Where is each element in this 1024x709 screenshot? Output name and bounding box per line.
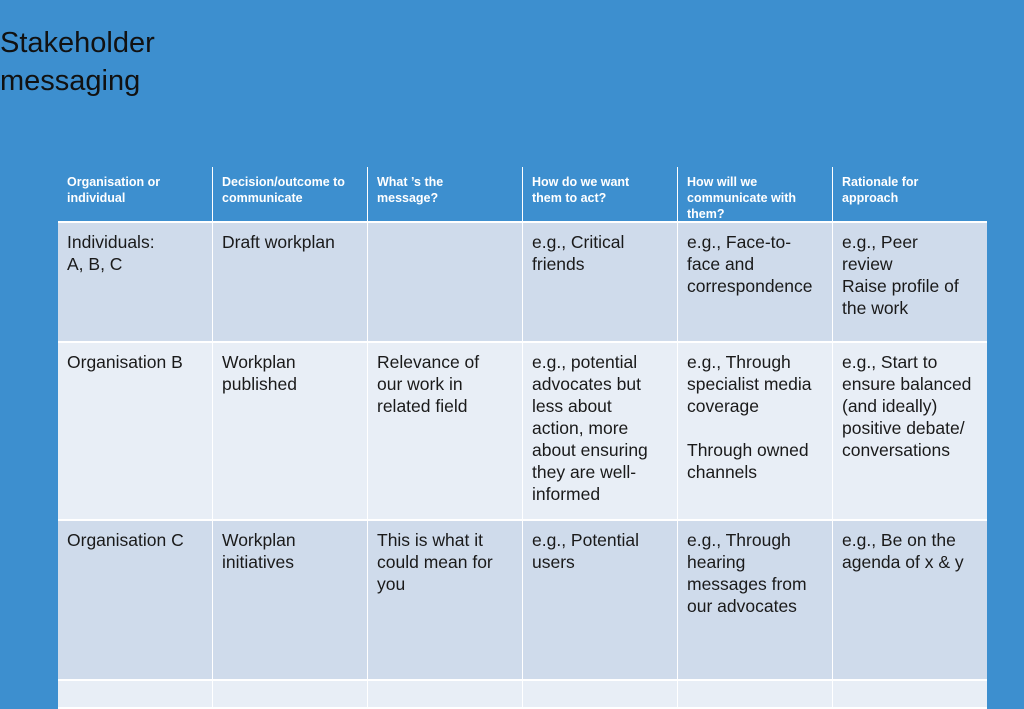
table-cell: e.g., Peer review Raise profile of the work	[833, 223, 987, 343]
table-cell: e.g., Potential users	[523, 521, 678, 681]
table-cell: Organisation C	[58, 521, 213, 681]
table-cell-empty	[678, 681, 833, 709]
table-cell: Workplan published	[213, 343, 368, 521]
table-cell: Organisation B	[58, 343, 213, 521]
table-cell: e.g., Through specialist media coverage Through owned channels	[678, 343, 833, 521]
header-cell-organisation: Organisation or individual	[58, 167, 213, 223]
table-cell-empty	[523, 681, 678, 709]
header-cell-decision: Decision/outcome to communicate	[213, 167, 368, 223]
header-cell-rationale: Rationale for approach	[833, 167, 987, 223]
table-cell: Individuals: A, B, C	[58, 223, 213, 343]
table-cell-empty	[213, 681, 368, 709]
table-cell-empty	[833, 681, 987, 709]
table-cell: e.g., potential advocates but less about action, more about ensuring they are well- informed	[523, 343, 678, 521]
table-cell: e.g., Through hearing messages from our advocates	[678, 521, 833, 681]
header-cell-message: What ’s the message?	[368, 167, 523, 223]
header-cell-communicate: How will we communicate with them?	[678, 167, 833, 223]
table-cell: e.g., Critical friends	[523, 223, 678, 343]
header-cell-act: How do we want them to act?	[523, 167, 678, 223]
table-cell: e.g., Be on the agenda of x & y	[833, 521, 987, 681]
table-cell: Draft workplan	[213, 223, 368, 343]
table-cell: e.g., Start to ensure balanced (and ideally) positive debate/ conversations	[833, 343, 987, 521]
table-cell: Workplan initiatives	[213, 521, 368, 681]
table-cell: Relevance of our work in related field	[368, 343, 523, 521]
table-cell: This is what it could mean for you	[368, 521, 523, 681]
stakeholder-table	[58, 167, 987, 709]
table-cell-empty	[58, 681, 213, 709]
slide-title: Stakeholder messaging	[0, 27, 155, 97]
table-cell: e.g., Face-to- face and correspondence	[678, 223, 833, 343]
table-cell-empty	[368, 681, 523, 709]
table-cell	[368, 223, 523, 343]
